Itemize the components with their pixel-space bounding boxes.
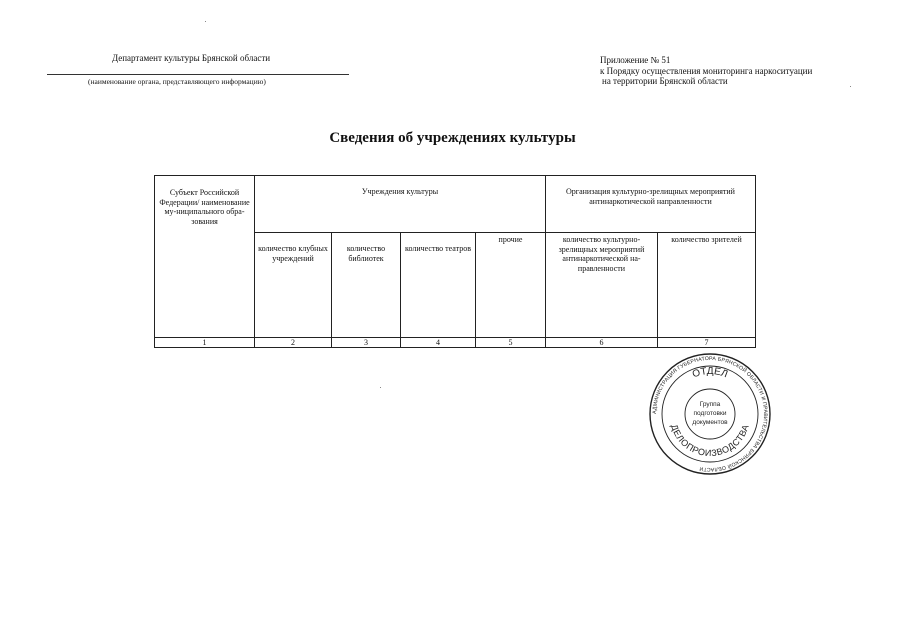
- appendix-block: [600, 55, 812, 87]
- seal-inner-line-2: подготовки: [693, 410, 727, 417]
- column-number: 2: [255, 338, 332, 348]
- column-number: 3: [332, 338, 401, 348]
- column-number: 1: [155, 338, 255, 348]
- seal-inner-line-1: Группа: [699, 401, 721, 408]
- header-subject: Субъект Российской Федерации/ наименование му-ниципального обра-зования: [155, 176, 255, 338]
- appendix-line-1: Приложение № 51: [600, 55, 671, 65]
- seal-arc-word: ДЕЛОПРОИЗВОДСТВА: [669, 422, 751, 459]
- culture-form-table: [154, 175, 756, 348]
- header-clubs: количество клубных учреждений: [255, 233, 332, 338]
- department-underline: [47, 74, 349, 75]
- seal-outer-text: АДМИНИСТРАЦИЯ ГУБЕРНАТОРА БРЯНСКОЙ ОБЛАСТИ И ПРАВИТЕЛЬСТВА БРЯНСКОЙ ОБЛАСТИ: [651, 355, 769, 473]
- header-viewers: количество зрителей: [658, 233, 756, 338]
- org-caption: (наименование органа, представляющего информацию): [88, 77, 266, 86]
- appendix-line-2: к Порядку осуществления мониторинга наркоситуации: [600, 65, 813, 76]
- column-number: 7: [658, 338, 756, 348]
- header-culture-institutions: Учреждения культуры: [255, 176, 546, 233]
- scan-speck: [205, 21, 206, 22]
- column-number: 6: [546, 338, 658, 348]
- department-name: Департамент культуры Брянской области: [112, 53, 271, 63]
- svg-text:ОТДЕЛ: [691, 366, 729, 380]
- column-number: 5: [476, 338, 546, 348]
- column-number: 4: [401, 338, 476, 348]
- header-other: прочие: [476, 233, 546, 338]
- appendix-line-3: на территории Брянской области: [602, 76, 728, 86]
- scan-speck: [850, 86, 851, 87]
- scan-speck: [380, 387, 381, 388]
- office-seal: [648, 352, 772, 476]
- seal-inner-line-3: документов: [692, 419, 728, 426]
- page-title: Сведения об учреждениях культуры: [329, 130, 576, 146]
- seal-graphic: [648, 352, 772, 476]
- header-event-count: количество культурно-зрелищных мероприятий антинаркотической на-правленности: [546, 233, 658, 338]
- header-theatres: количество театров: [401, 233, 476, 338]
- header-libraries: количество библиотек: [332, 233, 401, 338]
- header-events: Организация культурно-зрелищных мероприятий антинаркотической направленности: [546, 176, 756, 233]
- seal-top-word: ОТДЕЛ: [691, 365, 730, 381]
